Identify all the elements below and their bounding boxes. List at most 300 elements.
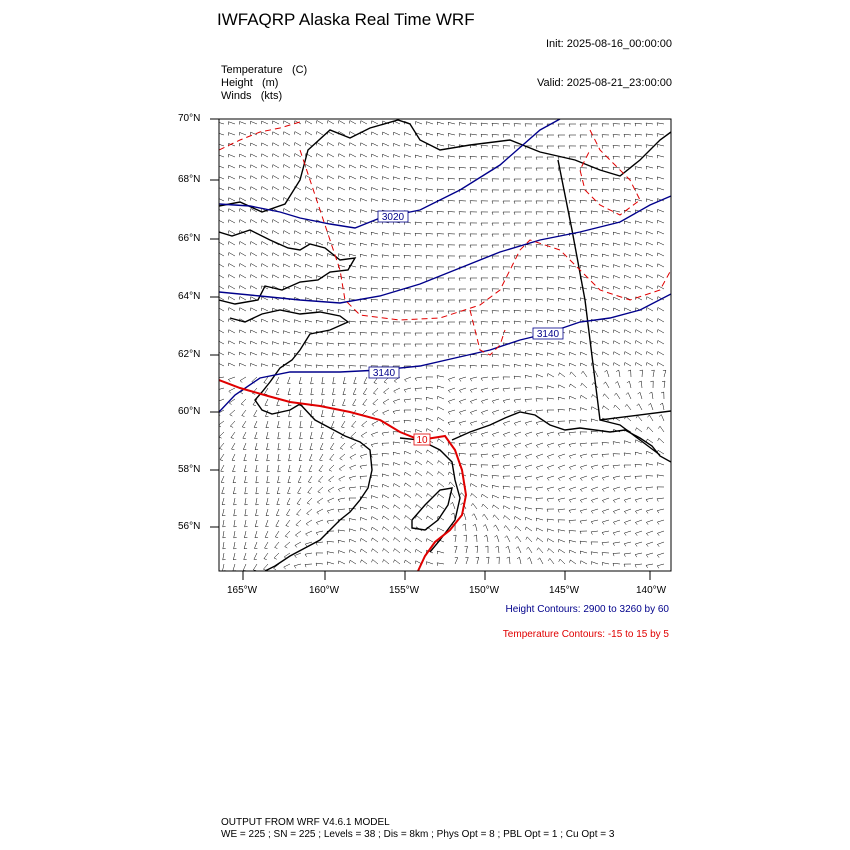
wind-barb: [602, 363, 609, 366]
wind-barb: [272, 319, 279, 322]
wind-barb: [283, 209, 290, 213]
wind-barb: [591, 330, 598, 333]
wind-barb: [276, 520, 279, 527]
wind-barb: [415, 344, 422, 347]
wind-barb: [338, 198, 345, 201]
wind-barb: [646, 363, 653, 367]
wind-barb: [613, 254, 620, 257]
wind-barb: [646, 451, 653, 454]
wind-barb: [438, 439, 445, 443]
wind-barb: [514, 465, 521, 469]
wind-barb: [481, 245, 488, 248]
wind-barb: [657, 531, 664, 536]
wind-barb: [278, 476, 281, 483]
wind-barb: [613, 145, 620, 148]
wind-barb: [547, 539, 554, 543]
wind-barb: [602, 146, 609, 149]
wind-barb: [240, 377, 246, 383]
wind-barb: [570, 560, 577, 564]
wind-barb: [318, 476, 323, 482]
wind-barb: [299, 454, 302, 461]
wind-barb: [298, 476, 301, 483]
wind-barb: [283, 220, 290, 223]
wind-barb: [393, 463, 400, 466]
wind-barb: [382, 495, 389, 498]
wind-barb: [580, 408, 587, 411]
wind-barb: [569, 520, 576, 523]
wind-barb: [217, 363, 224, 366]
wind-barb: [558, 277, 565, 280]
wind-barb: [360, 154, 367, 157]
wind-barb: [266, 520, 269, 527]
wind-barb: [657, 564, 664, 568]
wind-barb: [294, 286, 301, 289]
wind-barb: [657, 209, 664, 212]
wind-barb: [558, 309, 565, 312]
wind-barb: [569, 276, 576, 279]
wind-barb: [426, 166, 433, 169]
wind-barb: [438, 494, 445, 498]
wind-barb: [602, 454, 609, 457]
wind-barb: [659, 415, 664, 421]
wind-barb: [404, 322, 411, 325]
wind-barb: [283, 143, 290, 146]
wind-barb: [294, 264, 301, 267]
wind-barb: [349, 143, 356, 146]
wind-barb: [603, 394, 609, 399]
wind-barb: [591, 124, 598, 127]
wind-barb: [372, 549, 379, 553]
wind-barb: [448, 189, 455, 192]
wind-barb: [613, 330, 620, 333]
wind-barb: [360, 187, 367, 190]
wind-barb: [338, 287, 345, 290]
wind-barb: [613, 442, 620, 445]
wind-barb: [514, 354, 521, 357]
wind-barb: [349, 366, 356, 369]
wind-barb: [393, 143, 400, 146]
wind-barb: [289, 410, 292, 417]
wind-barb: [569, 255, 576, 258]
wind-barb: [638, 392, 642, 399]
wind-barb: [481, 190, 488, 193]
wind-barb: [437, 167, 444, 170]
wind-barb: [602, 124, 609, 127]
wind-barb: [285, 542, 290, 548]
wind-barb: [470, 201, 477, 204]
wind-barb: [393, 473, 400, 476]
wind-barb: [558, 244, 565, 247]
wind-barb: [437, 551, 444, 554]
wind-barb: [558, 342, 565, 345]
wind-barb: [228, 176, 235, 179]
wind-barb: [569, 443, 576, 447]
wind-barb: [382, 244, 389, 247]
wind-barb: [448, 167, 455, 170]
wind-barb: [327, 143, 334, 147]
wind-barb: [627, 381, 631, 388]
wind-barb: [459, 421, 466, 425]
wind-barb: [626, 393, 631, 399]
wind-barb: [514, 234, 521, 237]
wind-barb: [514, 487, 521, 490]
wind-barb: [266, 509, 269, 516]
wind-barb: [569, 135, 576, 138]
wind-barb: [404, 431, 411, 434]
wind-barb: [228, 297, 235, 301]
wind-barb: [514, 476, 521, 480]
wind-barb: [305, 365, 312, 368]
wind-barb: [470, 123, 477, 126]
wind-barb: [404, 177, 411, 180]
wind-barb: [327, 231, 334, 234]
wind-barb: [294, 154, 301, 158]
wind-barb: [404, 462, 411, 465]
wind-barb: [305, 553, 312, 557]
wind-barb: [230, 421, 235, 427]
wind-barb: [602, 542, 609, 545]
wind-barb: [492, 365, 499, 368]
wind-barb: [470, 421, 477, 426]
wind-barb: [437, 222, 444, 225]
wind-barb: [548, 558, 554, 564]
wind-barb: [382, 516, 389, 520]
wind-barb: [613, 265, 620, 268]
wind-barb: [305, 564, 312, 567]
wind-barb: [484, 535, 488, 542]
model-info-line2: WE = 225 ; SN = 225 ; Levels = 38 ; Dis = 8km ; Phys Opt = 8 ; PBL Opt = 1 ; Cu Opt = 3: [221, 829, 615, 840]
wind-barb: [239, 176, 246, 179]
wind-barb: [371, 199, 378, 202]
wind-barb: [492, 300, 499, 303]
wind-barb: [481, 454, 488, 458]
wind-barb: [265, 399, 268, 406]
wind-barb: [448, 453, 455, 456]
wind-barb: [525, 487, 532, 490]
wind-barb: [514, 299, 521, 302]
wind-barb: [327, 520, 334, 524]
wind-barb: [657, 498, 664, 502]
wind-barb: [476, 557, 479, 564]
map-frame: [219, 119, 671, 571]
wind-barb: [558, 549, 565, 553]
wind-barb: [448, 223, 455, 226]
wind-barb: [547, 509, 554, 512]
wind-barb: [525, 190, 532, 193]
wind-barb: [591, 509, 598, 514]
wind-barb: [286, 520, 290, 527]
wind-barb: [239, 132, 246, 135]
wind-barb: [316, 563, 323, 566]
wind-barb: [613, 189, 620, 192]
wind-barb: [426, 366, 433, 369]
wind-barb: [503, 496, 510, 499]
wind-barb: [373, 388, 378, 394]
wind-barb: [340, 443, 345, 449]
wind-barb: [569, 124, 576, 127]
wind-barb: [646, 264, 653, 267]
wind-barb: [404, 266, 411, 269]
wind-barb: [635, 341, 642, 345]
wind-barb: [254, 421, 257, 428]
wind-barb: [239, 143, 246, 146]
wind-barb: [657, 553, 664, 558]
wind-barb: [283, 331, 290, 334]
wind-barb: [232, 454, 235, 461]
wind-barb: [338, 165, 345, 168]
wind-barb: [459, 234, 466, 237]
wind-barb: [228, 275, 235, 279]
wind-barb: [415, 200, 422, 203]
wind-barb: [219, 432, 224, 438]
wind-barb: [405, 377, 412, 382]
wind-barb: [437, 189, 444, 192]
wind-barb: [536, 179, 543, 182]
wind-barb: [349, 121, 356, 124]
wind-barb: [305, 143, 312, 147]
wind-barb: [624, 123, 631, 126]
wind-barb: [255, 520, 258, 527]
wind-barb: [404, 388, 411, 392]
wind-barb: [349, 221, 356, 224]
wind-barb: [275, 531, 279, 538]
wind-barb: [514, 256, 521, 259]
wind-barb: [222, 487, 225, 494]
wind-barb: [393, 255, 400, 258]
wind-barb: [569, 421, 576, 424]
wind-barb: [492, 179, 499, 182]
wind-barb: [294, 331, 301, 334]
wind-barb: [503, 506, 510, 509]
wind-barb: [317, 498, 323, 504]
wind-barb: [393, 132, 400, 135]
wind-barb: [526, 537, 532, 542]
wind-barb: [415, 399, 422, 402]
wind-barb: [635, 464, 642, 467]
wind-barb: [308, 487, 312, 494]
wind-barb: [448, 245, 455, 248]
wind-barb: [283, 187, 290, 191]
wind-barb: [261, 187, 268, 190]
temperature-contours-legend: Temperature Contours: -15 to 15 by 5: [502, 629, 669, 640]
wind-barb: [459, 399, 466, 404]
wind-barb: [569, 550, 576, 553]
wind-barb: [305, 264, 312, 267]
wind-barb: [416, 516, 423, 520]
wind-barb: [591, 276, 598, 279]
wind-barb: [481, 443, 488, 447]
wind-barb: [569, 266, 576, 269]
wind-barb: [382, 311, 389, 314]
wind-barb: [333, 377, 336, 384]
wind-barb: [470, 344, 477, 347]
wind-barb: [448, 156, 455, 159]
wind-barb: [646, 210, 653, 213]
wind-barb: [394, 538, 400, 543]
wind-barb: [591, 298, 598, 301]
wind-barb: [371, 121, 378, 124]
wind-barb: [492, 278, 499, 281]
wind-barb: [349, 187, 356, 190]
wind-barb: [426, 429, 433, 432]
wind-barb: [217, 264, 224, 268]
wind-barb: [327, 198, 334, 201]
wind-barb: [658, 438, 664, 443]
wind-barb: [470, 474, 477, 477]
lon-label: 160°W: [309, 585, 340, 596]
wind-barb: [254, 542, 257, 549]
wind-barb: [525, 310, 532, 313]
wind-barb: [459, 311, 466, 314]
wind-barb: [382, 505, 389, 509]
wind-barb: [657, 264, 664, 267]
wind-barb: [536, 135, 543, 138]
wind-barb: [635, 286, 642, 289]
wind-barb: [242, 410, 246, 417]
wind-barb: [547, 364, 554, 367]
wind-barb: [277, 487, 280, 494]
wind-barb: [591, 287, 598, 290]
wind-barb: [624, 441, 631, 444]
wind-barb: [481, 365, 488, 368]
wind-barb: [580, 531, 587, 534]
wind-barb: [613, 352, 620, 355]
wind-barb: [580, 420, 587, 423]
wind-barb: [285, 531, 290, 537]
wind-barb: [558, 288, 565, 291]
wind-barb: [580, 487, 587, 492]
wind-barb: [580, 124, 587, 127]
coastlines: [219, 120, 671, 571]
wind-barb: [613, 520, 620, 525]
wind-barb: [309, 465, 312, 472]
wind-barb: [294, 320, 301, 323]
wind-barb: [481, 145, 488, 148]
wind-barb: [569, 540, 576, 543]
wind-barb: [360, 198, 367, 201]
wind-barb: [223, 553, 226, 560]
wind-barb: [558, 266, 565, 269]
wind-barb: [382, 188, 389, 191]
wind-barb: [613, 465, 620, 468]
wind-barb: [228, 198, 235, 201]
wind-barb: [404, 472, 411, 476]
wind-barb: [547, 190, 554, 193]
wind-barb: [256, 465, 259, 472]
wind-barb: [306, 520, 312, 526]
wind-barb: [250, 220, 257, 224]
wind-barb: [299, 377, 302, 384]
wind-barb: [426, 408, 433, 411]
wind-barb: [305, 354, 312, 357]
wind-barb: [635, 564, 642, 568]
wind-barb: [503, 465, 510, 469]
wind-barb: [580, 509, 587, 513]
wind-barb: [591, 243, 598, 246]
wind-barb: [492, 321, 499, 324]
wind-barb: [514, 288, 521, 291]
wind-barb: [305, 198, 312, 201]
wind-barb: [327, 276, 334, 279]
wind-barb: [569, 201, 576, 204]
wind-barb: [602, 276, 609, 279]
wind-barb: [289, 421, 292, 428]
wind-barb: [580, 298, 587, 301]
wind-barb: [470, 278, 477, 281]
wind-barb: [624, 199, 631, 202]
lat-label: 58°N: [178, 464, 201, 475]
wind-barb: [536, 310, 543, 313]
wind-barb: [283, 275, 290, 278]
wind-barb: [228, 286, 235, 290]
wind-barb: [602, 243, 609, 246]
wind-barb: [393, 333, 400, 336]
wind-barb: [503, 256, 510, 259]
wind-barb: [536, 266, 543, 269]
wind-barb: [547, 157, 554, 160]
wind-barb: [283, 342, 290, 345]
wind-barb: [404, 155, 411, 158]
wind-barb: [613, 178, 620, 181]
wind-barb: [309, 454, 312, 461]
wind-barb: [283, 264, 290, 267]
wind-barb: [243, 564, 246, 571]
wind-barb: [352, 421, 357, 427]
wind-barb: [437, 144, 444, 147]
wind-barb: [321, 410, 324, 417]
wind-barb: [639, 381, 642, 388]
wind-barb: [481, 267, 488, 270]
wind-barb: [470, 443, 477, 447]
wind-barb: [602, 531, 609, 535]
wind-barb: [239, 209, 246, 212]
wind-barb: [503, 135, 510, 138]
wind-barb: [602, 308, 609, 311]
wind-barb: [371, 277, 378, 280]
wind-barb: [371, 188, 378, 191]
wind-barb: [371, 310, 378, 313]
wind-barb: [580, 541, 587, 544]
wind-barb: [613, 200, 620, 203]
wind-barb: [308, 476, 312, 483]
wind-barb: [437, 376, 444, 379]
wind-barb: [569, 509, 576, 513]
wind-barb: [382, 177, 389, 180]
wind-barb: [635, 509, 642, 514]
wind-barb: [426, 267, 433, 270]
wind-barb: [580, 341, 587, 344]
wind-barb: [383, 538, 390, 542]
wind-barb: [525, 387, 532, 390]
wind-barb: [255, 443, 258, 450]
wind-barb: [481, 421, 488, 426]
wind-barb: [393, 244, 400, 247]
wind-barb: [613, 275, 620, 278]
wind-barb: [514, 179, 521, 182]
wind-barb: [613, 363, 620, 366]
wind-barb: [295, 531, 301, 537]
wind-barb: [272, 342, 279, 345]
wind-barb: [228, 133, 235, 136]
wind-barb: [525, 364, 532, 367]
wind-barb: [426, 418, 433, 421]
wind-barb: [437, 563, 444, 566]
wind-barb: [492, 256, 499, 259]
wind-barb: [316, 187, 323, 190]
wind-barb: [624, 564, 631, 567]
wind-barb: [651, 370, 654, 377]
wind-barb: [327, 265, 334, 268]
